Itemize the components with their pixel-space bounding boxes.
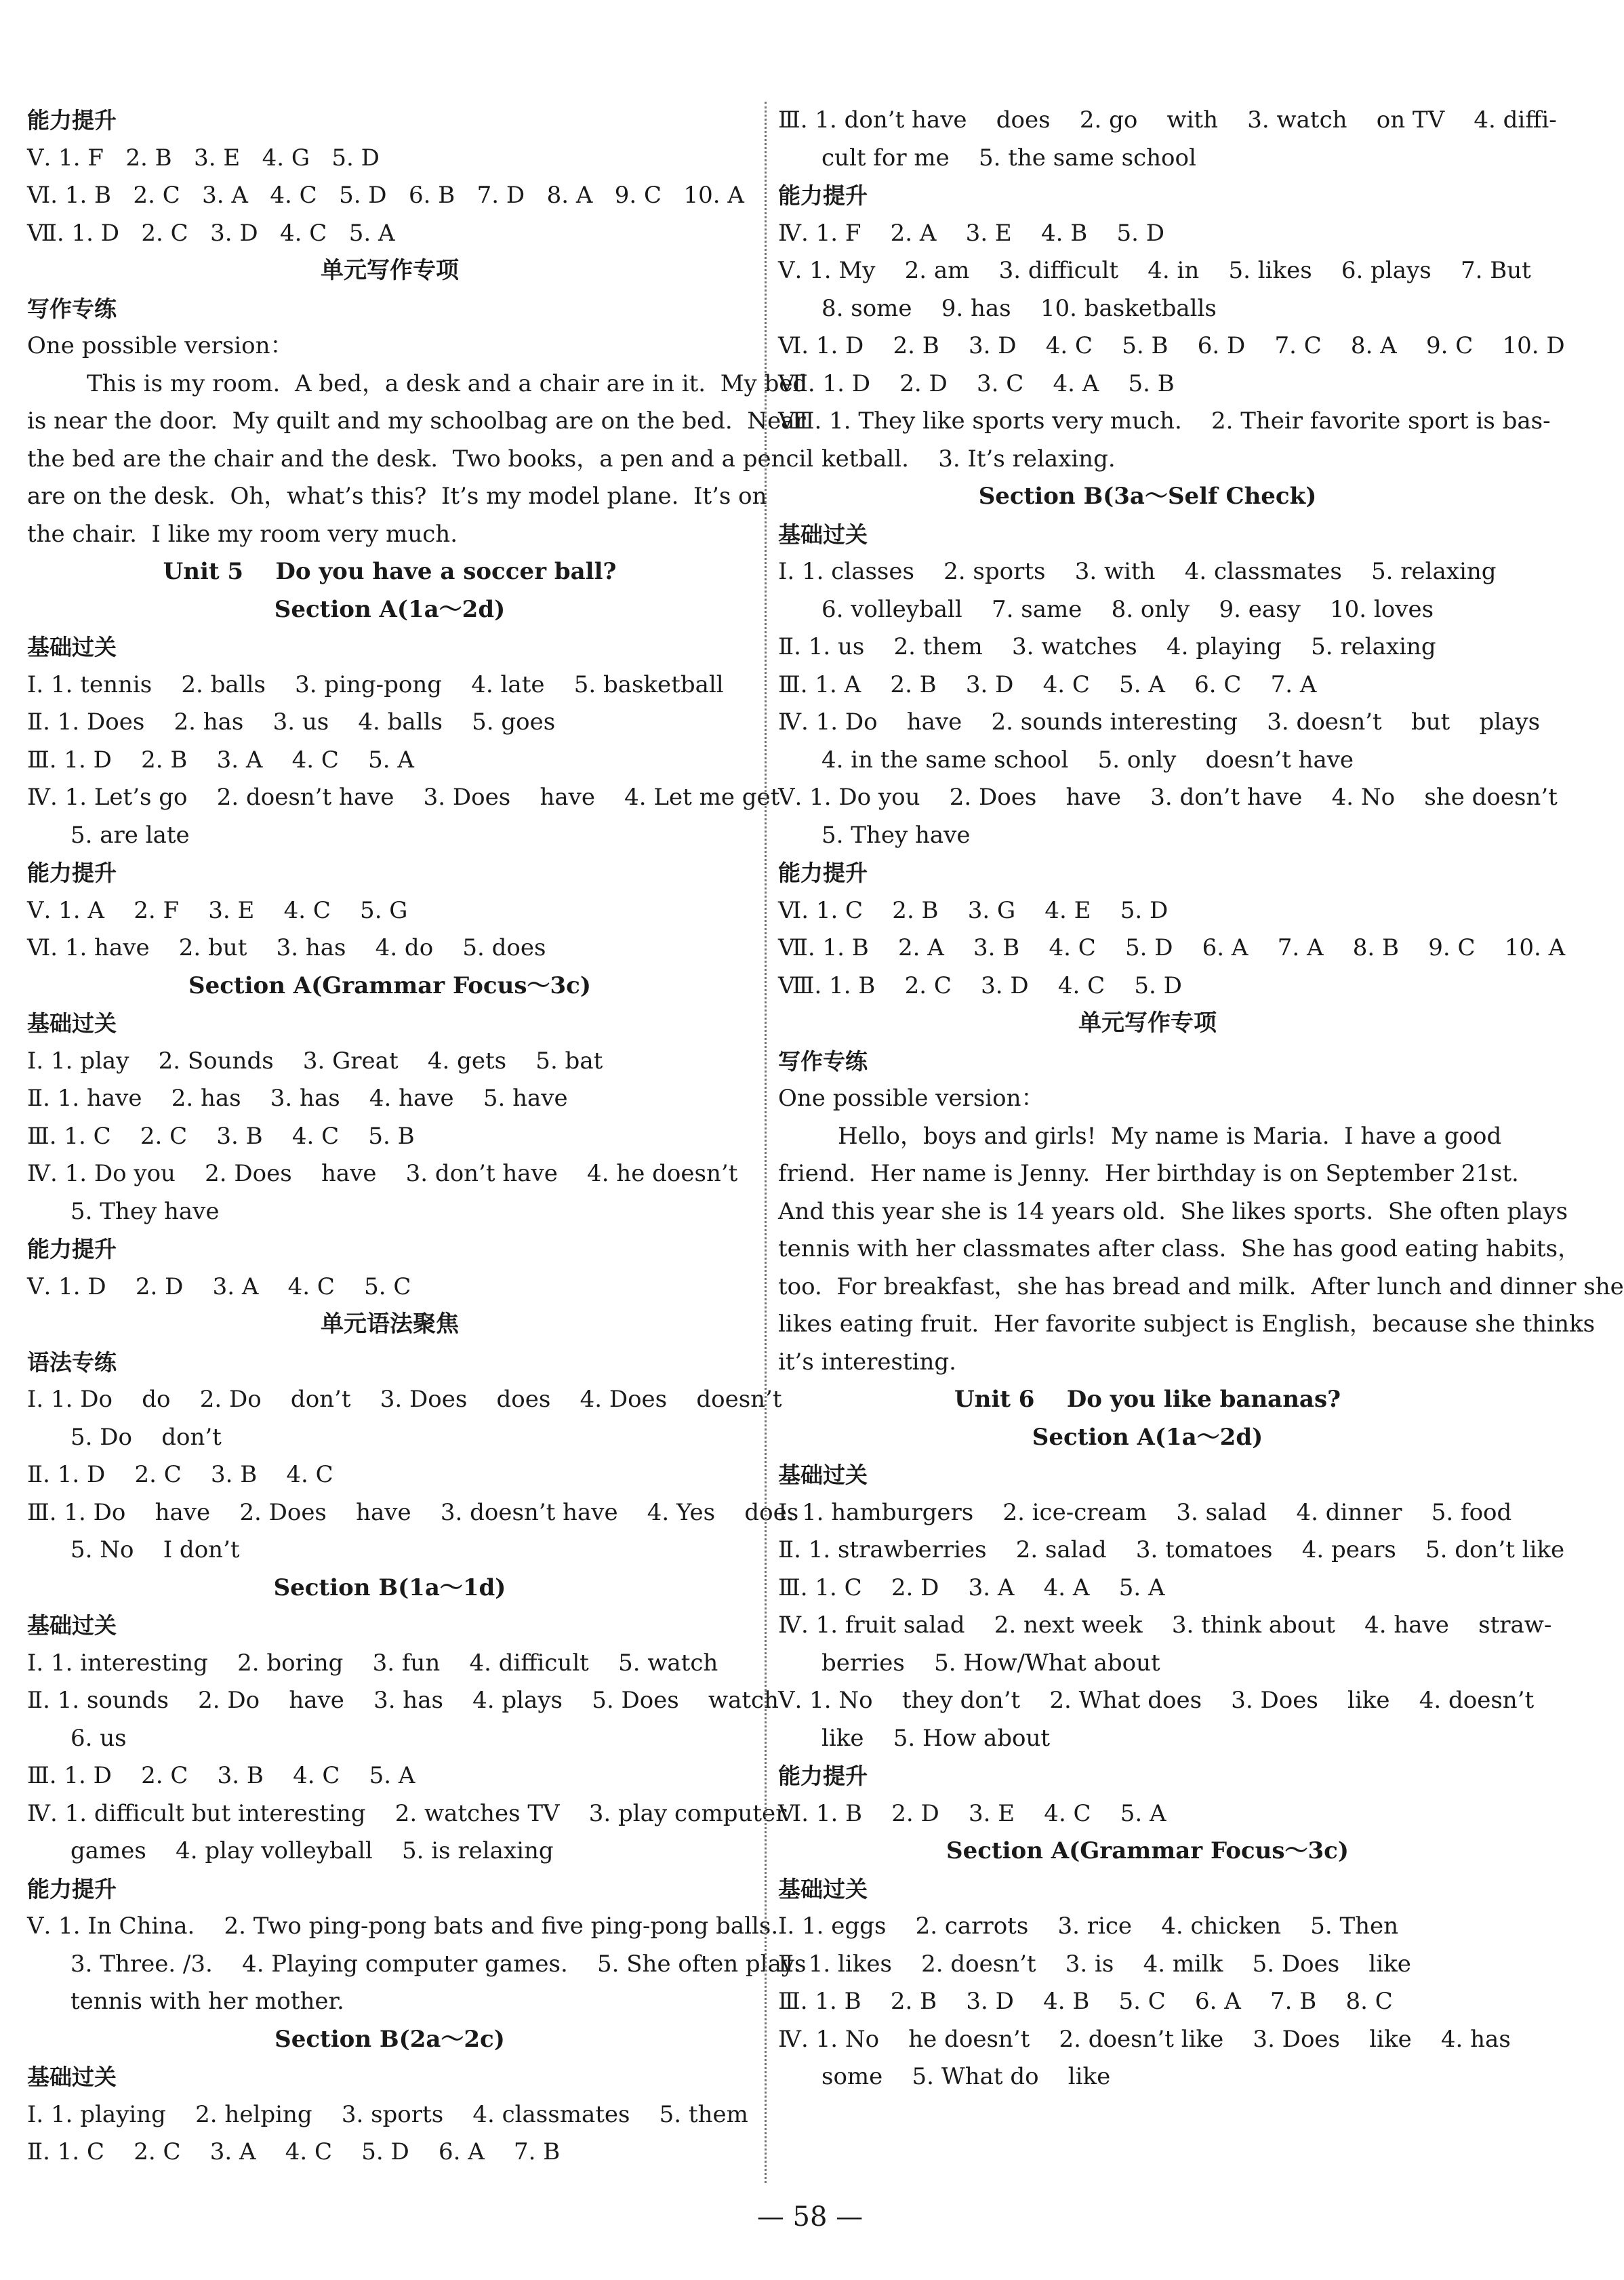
answer-line: Ⅵ. 1. C 2. B 3. G 4. E 5. D (778, 896, 1169, 924)
answer-line: tennis with her classmates after class. She has good eating habits， (778, 1235, 1581, 1262)
answer-line: Ⅲ. 1. C 2. D 3. A 4. A 5. A (778, 1574, 1165, 1601)
answer-line: Ⅲ. 1. D 2. B 3. A 4. C 5. A (27, 746, 414, 774)
answer-line: Ⅴ. 1. A 2. F 3. E 4. C 5. G (27, 896, 408, 924)
answer-line: Ⅱ. 1. D 2. C 3. B 4. C (27, 1461, 333, 1488)
answer-line-continued: 8. some 9. has 10. basketballs (821, 294, 1217, 322)
answer-line: Ⅲ. 1. B 2. B 3. D 4. B 5. C 6. A 7. B 8. C (778, 1988, 1393, 2015)
answer-line: One possible version： (27, 332, 293, 359)
answer-line: it’s interesting. (778, 1348, 956, 1376)
answer-line-continued: cult for me 5. the same school (821, 144, 1196, 172)
answer-line: Ⅰ. 1. Do do 2. Do don’t 3. Does does 4. Does doesn’t (27, 1386, 782, 1413)
answer-line: Ⅱ. 1. strawberries 2. salad 3. tomatoes 4. pears 5. don’t like (778, 1536, 1565, 1563)
section-title: Section B(1a～1d) (273, 1574, 506, 1601)
answer-line: Ⅴ. 1. D 2. D 3. A 4. C 5. C (27, 1273, 411, 1300)
answer-line-continued: 5. They have (821, 821, 971, 849)
answer-line: Ⅳ. 1. Do you 2. Does have 3. don’t have 4. he doesn’t (27, 1160, 738, 1187)
section-heading: 基础过关 (27, 2064, 117, 2090)
answer-line: Ⅱ. 1. likes 2. doesn’t 3. is 4. milk 5. Does like (778, 1950, 1411, 1978)
section-heading: 能力提升 (27, 1236, 117, 1262)
answer-line: Ⅵ. 1. D 2. B 3. D 4. C 5. B 6. D 7. C 8. A 9. C 10. D (778, 332, 1565, 359)
answer-line: Ⅴ. 1. Do you 2. Does have 3. don’t have 4. No she doesn’t (778, 784, 1558, 811)
section-heading: 基础过关 (27, 634, 117, 660)
answer-line: too. For breakfast，she has bread and milk. After lunch and dinner she (778, 1273, 1624, 1300)
section-heading: 能力提升 (27, 1875, 117, 1902)
answer-line-continued: berries 5. How/What about (821, 1649, 1160, 1677)
answer-line: Ⅲ. 1. C 2. C 3. B 4. C 5. B (27, 1122, 415, 1150)
answer-line: are on the desk. Oh，what’s this? It’s my model plane. It’s on (27, 483, 767, 510)
answer-line: Ⅳ. 1. Do have 2. sounds interesting 3. doesn’t but plays (778, 708, 1541, 736)
answer-line: One possible version： (778, 1085, 1044, 1112)
answer-line: Ⅴ. 1. No they don’t 2. What does 3. Does like 4. doesn’t (778, 1687, 1535, 1714)
section-title: 单元写作专项 (321, 257, 459, 284)
column-divider (765, 102, 767, 2183)
answer-line: Ⅳ. 1. difficult but interesting 2. watches TV 3. play computer (27, 1799, 787, 1827)
section-heading: 能力提升 (778, 1763, 868, 1789)
answer-line: Ⅲ. 1. Do have 2. Does have 3. doesn’t have 4. Yes does (27, 1498, 799, 1526)
section-title: Section A(1a～2d) (1032, 1423, 1263, 1451)
answer-line: the chair. I like my room very much. (27, 520, 458, 548)
section-title: Section A(1a～2d) (274, 595, 506, 623)
answer-line: Ⅶ. 1. D 2. D 3. C 4. A 5. B (778, 369, 1175, 397)
answer-line: Ⅱ. 1. have 2. has 3. has 4. have 5. have (27, 1085, 568, 1112)
answer-line: Ⅱ. 1. Does 2. has 3. us 4. balls 5. goes (27, 708, 556, 736)
section-title: Unit 6 Do you like bananas? (954, 1386, 1341, 1413)
answer-line-continued: 6. volleyball 7. same 8. only 9. easy 10. loves (821, 595, 1434, 623)
answer-line: Ⅳ. 1. F 2. A 3. E 4. B 5. D (778, 219, 1164, 247)
answer-line-continued: 3. Three. /3. 4. Playing computer games. 5. She often plays (70, 1950, 807, 1978)
answer-line: And this year she is 14 years old. She likes sports. She often plays (778, 1197, 1568, 1225)
answer-line-continued: some 5. What do like (821, 2063, 1111, 2090)
right-column (778, 102, 1624, 2096)
answer-line: friend. Her name is Jenny. Her birthday is on September 21st. (778, 1160, 1519, 1187)
answer-line-continued: ketball. 3. It’s relaxing. (821, 445, 1116, 473)
section-heading: 写作专练 (778, 1047, 868, 1075)
answer-line: Ⅱ. 1. us 2. them 3. watches 4. playing 5. relaxing (778, 633, 1436, 660)
page-number: — 58 — (756, 2201, 864, 2233)
section-title: Section B(3a～Self Check) (978, 483, 1317, 510)
section-heading: 基础过关 (778, 521, 868, 548)
answer-line: Ⅰ. 1. classes 2. sports 3. with 4. classmates 5. relaxing (778, 558, 1497, 585)
answer-line: is near the door. My quilt and my schoolbag are on the bed. Near (27, 407, 806, 435)
section-heading: 能力提升 (778, 860, 868, 886)
answer-line: Ⅴ. 1. F 2. B 3. E 4. G 5. D (27, 144, 380, 172)
answer-line-continued: 5. No I don’t (70, 1536, 240, 1563)
answer-line-continued: like 5. How about (821, 1724, 1051, 1752)
section-heading: 基础过关 (778, 1875, 868, 1902)
answer-line: Ⅶ. 1. D 2. C 3. D 4. C 5. A (27, 219, 395, 247)
answer-line: Ⅲ. 1. A 2. B 3. D 4. C 5. A 6. C 7. A (778, 671, 1317, 698)
answer-line: Ⅳ. 1. fruit salad 2. next week 3. think about 4. have straw- (778, 1612, 1552, 1639)
answer-line-continued: 5. They have (70, 1197, 220, 1225)
answer-line: Ⅰ. 1. playing 2. helping 3. sports 4. classmates 5. them (27, 2100, 748, 2128)
section-title: Section A(Grammar Focus～3c) (188, 972, 591, 999)
answer-line: Ⅱ. 1. sounds 2. Do have 3. has 4. plays 5. Does watch (27, 1687, 779, 1714)
answer-line: Ⅰ. 1. eggs 2. carrots 3. rice 4. chicken 5. Then (778, 1913, 1399, 1940)
answer-line: Ⅵ. 1. have 2. but 3. has 4. do 5. does (27, 934, 546, 961)
section-heading: 写作专练 (27, 295, 117, 322)
answer-line-continued: games 4. play volleyball 5. is relaxing (70, 1837, 554, 1864)
answer-line-continued: tennis with her mother. (70, 1988, 344, 2015)
essay-paragraph-start: This is my room. A bed，a desk and a chair are in it. My bed (87, 369, 808, 397)
answer-line: Ⅵ. 1. B 2. D 3. E 4. C 5. A (778, 1799, 1166, 1827)
answer-line: the bed are the chair and the desk. Two books，a pen and a pencil (27, 445, 814, 473)
answer-line-continued: 5. are late (70, 821, 190, 849)
section-heading: 基础过关 (27, 1612, 117, 1639)
section-title: 单元语法聚焦 (321, 1311, 459, 1338)
section-title: Unit 5 Do you have a soccer ball? (163, 558, 617, 585)
left-column (27, 102, 814, 2172)
answer-line: Ⅰ. 1. play 2. Sounds 3. Great 4. gets 5. bat (27, 1047, 603, 1075)
answer-line-continued: 4. in the same school 5. only doesn’t have (821, 746, 1354, 774)
answer-line: Ⅲ. 1. don’t have does 2. go with 3. watch on TV 4. diffi- (778, 106, 1557, 134)
answer-line: Ⅴ. 1. My 2. am 3. difficult 4. in 5. likes 6. plays 7. But (778, 257, 1531, 284)
section-heading: 基础过关 (778, 1462, 868, 1488)
answer-line: Ⅷ. 1. They like sports very much. 2. Their favorite sport is bas- (778, 407, 1551, 435)
answer-line: Ⅲ. 1. D 2. C 3. B 4. C 5. A (27, 1762, 415, 1789)
answer-line-continued: 5. Do don’t (70, 1423, 222, 1451)
answer-line: Ⅰ. 1. interesting 2. boring 3. fun 4. difficult 5. watch (27, 1649, 718, 1677)
section-heading: 能力提升 (27, 860, 117, 886)
answer-line: Ⅵ. 1. B 2. C 3. A 4. C 5. D 6. B 7. D 8. A 9. C 10. A (27, 182, 744, 209)
section-title: Section B(2a～2c) (275, 2025, 505, 2053)
section-heading: 能力提升 (778, 182, 868, 209)
answer-line: Ⅴ. 1. In China. 2. Two ping-pong bats and five ping-pong balls. (27, 1913, 779, 1940)
essay-paragraph-start: Hello，boys and girls! My name is Maria. I have a good (838, 1122, 1502, 1150)
answer-line: Ⅶ. 1. B 2. A 3. B 4. C 5. D 6. A 7. A 8. B 9. C 10. A (778, 934, 1566, 961)
answer-line-continued: 6. us (70, 1724, 127, 1752)
answer-line: Ⅱ. 1. C 2. C 3. A 4. C 5. D 6. A 7. B (27, 2138, 561, 2165)
answer-line: Ⅳ. 1. No he doesn’t 2. doesn’t like 3. Does like 4. has (778, 2025, 1511, 2053)
answer-line: Ⅳ. 1. Let’s go 2. doesn’t have 3. Does have 4. Let me get (27, 784, 780, 811)
answer-line: Ⅰ. 1. hamburgers 2. ice-cream 3. salad 4. dinner 5. food (778, 1498, 1512, 1526)
section-title: Section A(Grammar Focus～3c) (946, 1837, 1349, 1864)
section-heading: 能力提升 (27, 107, 117, 134)
answer-line: Ⅰ. 1. tennis 2. balls 3. ping-pong 4. late 5. basketball (27, 671, 724, 698)
section-heading: 语法专练 (27, 1348, 117, 1376)
section-heading: 基础过关 (27, 1010, 117, 1037)
answer-line: likes eating fruit. Her favorite subject is English，because she thinks (778, 1311, 1596, 1338)
answer-line: Ⅷ. 1. B 2. C 3. D 4. C 5. D (778, 972, 1182, 999)
section-title: 单元写作专项 (1078, 1009, 1217, 1037)
